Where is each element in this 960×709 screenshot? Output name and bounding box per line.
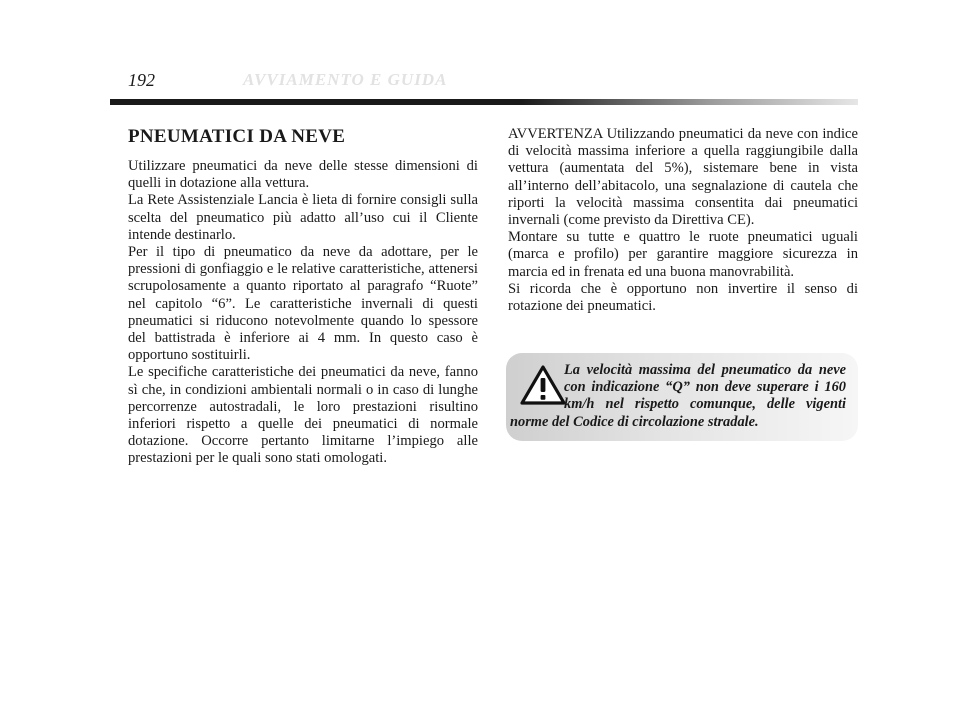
header-rule <box>110 99 858 105</box>
right-column <box>508 126 858 315</box>
section-title: PNEUMATICI DA NEVE <box>128 126 346 147</box>
paragraph: Le specifiche caratteristiche dei pneumatici da neve, fanno sì che, in condizioni ambientali normali o in caso di lunghe percorrenze autostradali, le loro prestazioni risultino inferiori rispetto a quelle dei pneumatici di normale dotazione. Occorre pertanto limitarne l’impiego alle prestazioni per le quali sono stati omologati. <box>128 364 478 467</box>
warning-text: La velocità massima del pneumatico da neve con indicazione “Q” non deve superare i 160 km/h nel rispetto comunque, delle vigenti norme del Codice di circolazione stradale. <box>510 362 846 430</box>
paragraph: AVVERTENZA Utilizzando pneumatici da neve con indice di velocità massima inferiore a quella raggiungibile dalla vettura (aumentata del 5%), sistemare bene in vista all’interno dell’abitacolo, una segnalazione di cautela che riporti la velocità massima consentita dai pneumatici invernali (come previsto da Direttiva CE). <box>508 126 858 229</box>
paragraph: La Rete Assistenziale Lancia è lieta di fornire consigli sulla scelta del pneumatico più adatto all’uso cui il Cliente intende destinarlo. <box>128 192 478 243</box>
paragraph: Utilizzare pneumatici da neve delle stesse dimensioni di quelli in dotazione alla vettura. <box>128 158 478 192</box>
warning-text-container <box>510 362 846 431</box>
running-head: AVVIAMENTO E GUIDA <box>243 70 448 89</box>
warning-box <box>506 353 858 441</box>
paragraph: Montare su tutte e quattro le ruote pneumatici uguali (marca e profilo) per garantire maggiore sicurezza in marcia ed in frenata ed una buona manovrabilità. <box>508 229 858 280</box>
paragraph: Per il tipo di pneumatico da neve da adottare, per le pressioni di gonfiaggio e le relative caratteristiche, attenersi scrupolosamente a quanto riportato al paragrafo “Ruote” nel capitolo “6”. Le caratteristiche invernali di questi pneumatici si riducono notevolmente quando lo spessore del battistrada è inferiore ai 4 mm. In questo caso è opportuno sostituirli. <box>128 244 478 364</box>
paragraph: Si ricorda che è opportuno non invertire il senso di rotazione dei pneumatici. <box>508 280 858 315</box>
page-number: 192 <box>128 70 155 90</box>
left-column <box>128 126 478 468</box>
